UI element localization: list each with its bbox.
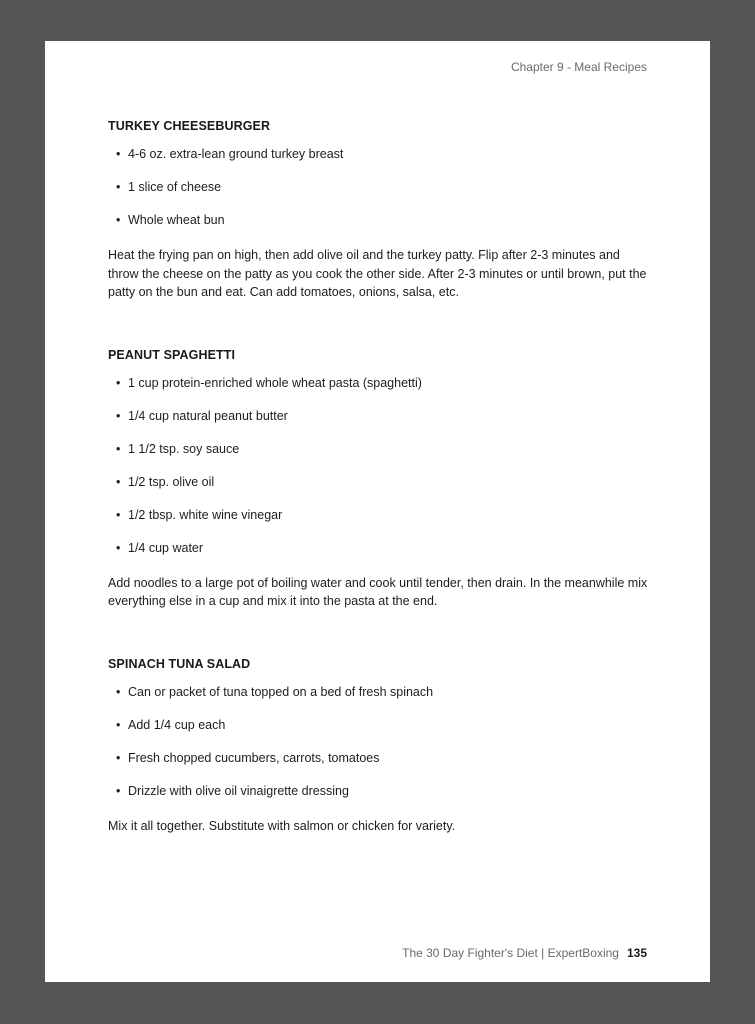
ingredient-text: 1 1/2 tsp. soy sauce <box>128 441 240 456</box>
ingredient-item <box>108 751 653 766</box>
ingredient-text: Whole wheat bun <box>128 213 225 227</box>
bullet-icon: • <box>116 783 121 798</box>
recipe-instructions: Mix it all together. Substitute with salmon or chicken for variety. <box>108 818 456 833</box>
ingredient-item <box>108 475 653 490</box>
bullet-icon: • <box>116 147 121 161</box>
recipe-title: SPINACH TUNA SALAD <box>108 656 251 671</box>
bullet-icon: • <box>116 717 121 732</box>
bullet-icon: • <box>116 474 121 489</box>
ingredient-item <box>108 376 653 391</box>
ingredient-list <box>108 147 653 228</box>
recipe-instructions: Add noodles to a large pot of boiling water and cook until tender, then drain. In the meanwhile mix everything else in a cup and mix it into the pasta at the end. <box>108 575 648 608</box>
ingredient-text: Drizzle with olive oil vinaigrette dressing <box>128 783 349 798</box>
ingredient-text: 1 slice of cheese <box>128 180 222 194</box>
recipe-turkey-cheeseburger <box>108 119 653 302</box>
ingredient-text: 1/2 tbsp. white wine vinegar <box>128 507 283 522</box>
bullet-icon: • <box>116 213 121 227</box>
bullet-icon: • <box>116 441 121 456</box>
recipe-peanut-spaghetti <box>108 348 653 611</box>
ingredient-item <box>108 213 653 228</box>
ingredient-text: 4-6 oz. extra-lean ground turkey breast <box>128 147 344 161</box>
page-content <box>108 119 653 881</box>
ingredient-item <box>108 180 653 195</box>
ingredient-list <box>108 376 653 556</box>
recipe-instructions: Heat the frying pan on high, then add olive oil and the turkey patty. Flip after 2-3 minutes and throw the cheese on the patty as you cook the other side. After 2-3 minutes or until brown, put the patty on the bun and eat. Can add tomatoes, onions, salsa, etc. <box>108 248 647 299</box>
recipe-title: TURKEY CHEESEBURGER <box>108 119 271 133</box>
ingredient-text: Can or packet of tuna topped on a bed of fresh spinach <box>128 684 434 699</box>
bullet-icon: • <box>116 408 121 423</box>
ingredient-text: Fresh chopped cucumbers, carrots, tomatoes <box>128 750 380 765</box>
page-footer <box>402 946 647 960</box>
ingredient-item <box>108 442 653 457</box>
ingredient-item <box>108 409 653 424</box>
bullet-icon: • <box>116 375 121 390</box>
ingredient-item <box>108 718 653 733</box>
ingredient-text: 1 cup protein-enriched whole wheat pasta (spaghetti) <box>128 375 422 390</box>
ingredient-item <box>108 508 653 523</box>
recipe-spinach-tuna-salad <box>108 657 653 836</box>
ingredient-item <box>108 685 653 700</box>
ingredient-text: Add 1/4 cup each <box>128 717 226 732</box>
recipe-title: PEANUT SPAGHETTI <box>108 347 236 362</box>
ingredient-text: 1/4 cup natural peanut butter <box>128 408 288 423</box>
running-header: Chapter 9 - Meal Recipes <box>510 60 647 74</box>
bullet-icon: • <box>116 684 121 699</box>
ingredient-text: 1/2 tsp. olive oil <box>128 474 215 489</box>
ingredient-item <box>108 784 653 799</box>
document-page <box>45 41 710 982</box>
bullet-icon: • <box>116 180 121 194</box>
ingredient-item <box>108 147 653 162</box>
ingredient-list <box>108 685 653 799</box>
ingredient-item <box>108 541 653 556</box>
bullet-icon: • <box>116 507 121 522</box>
page-number: 135 <box>626 946 647 960</box>
bullet-icon: • <box>116 750 121 765</box>
bullet-icon: • <box>116 540 121 555</box>
ingredient-text: 1/4 cup water <box>128 540 204 555</box>
footer-book-title: The 30 Day Fighter's Diet | ExpertBoxing <box>402 946 619 960</box>
